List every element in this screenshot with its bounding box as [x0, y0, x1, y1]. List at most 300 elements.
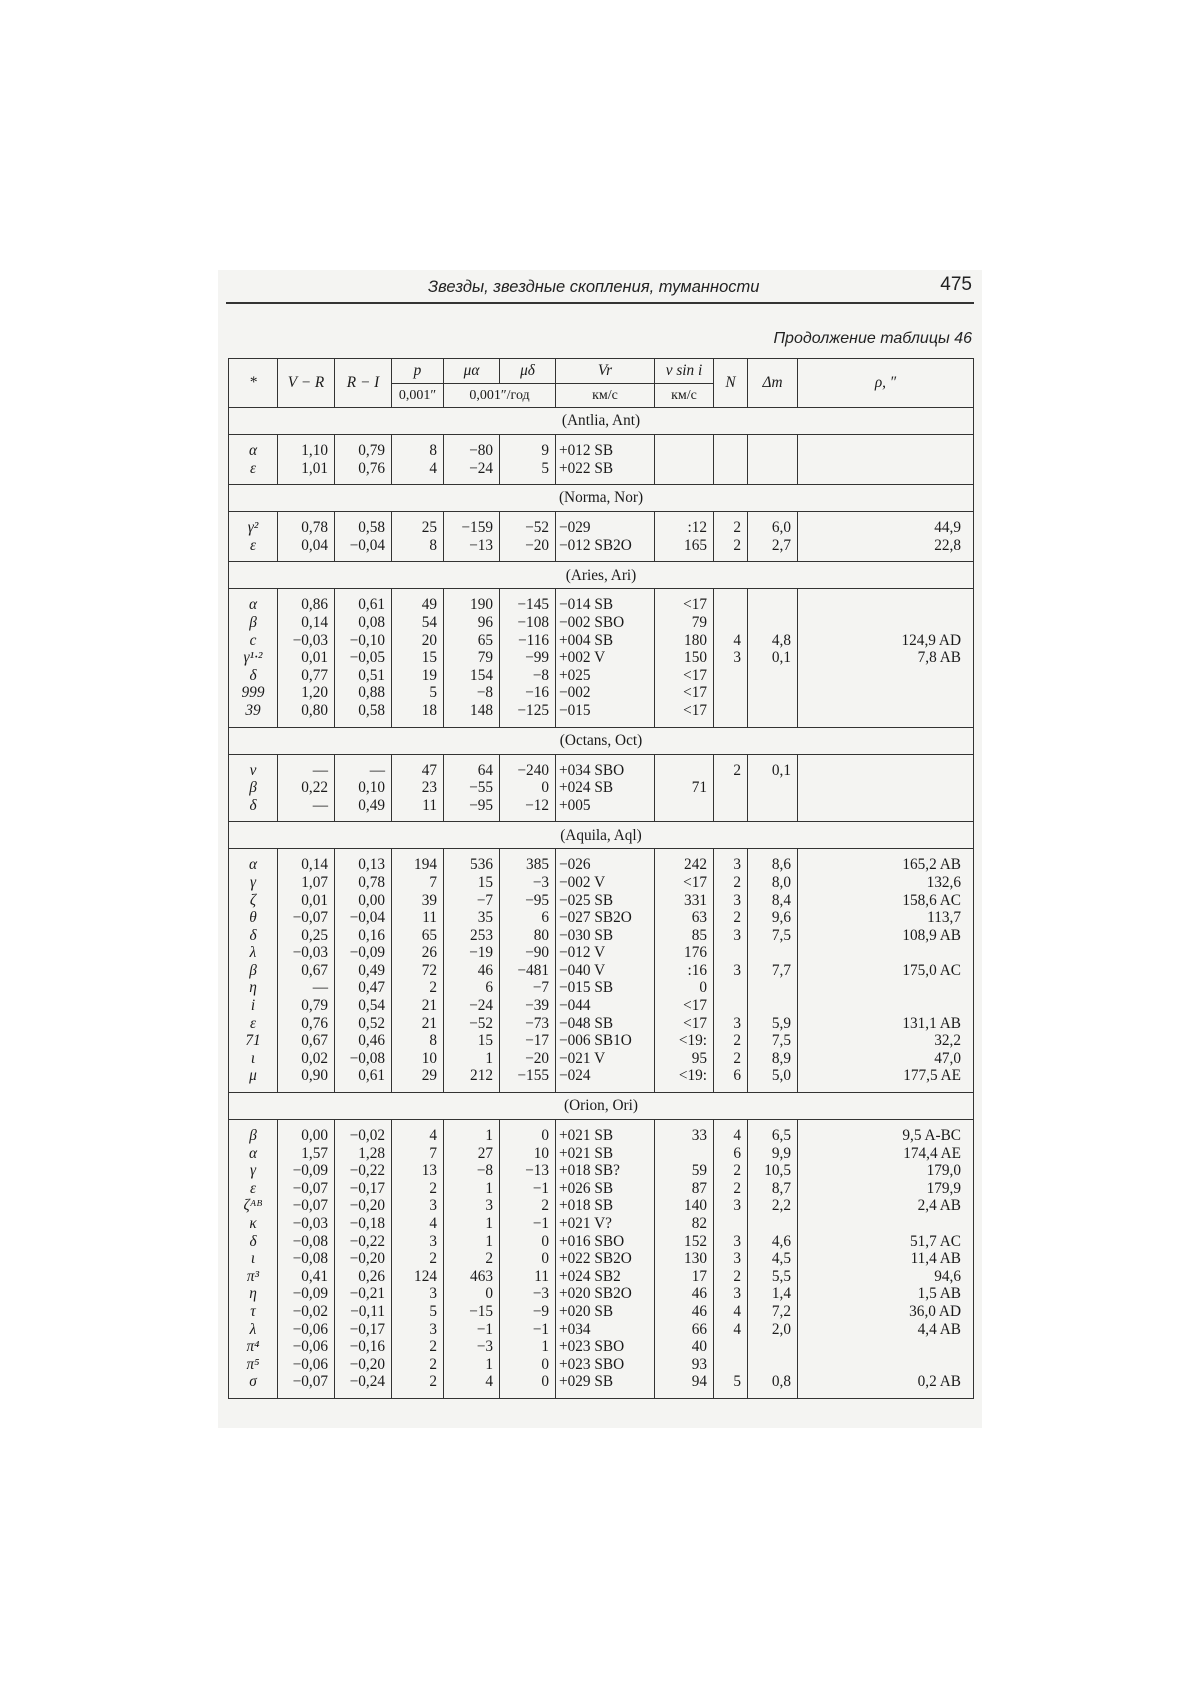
- mu-delta-value: −20: [500, 537, 556, 555]
- table-row: [229, 1032, 974, 1050]
- r-i-value: −0,11: [335, 1303, 392, 1321]
- radial-velocity-value: +018 SB?: [556, 1162, 655, 1180]
- col-header-delta-m: Δm: [748, 359, 798, 408]
- delta-m-value: [748, 797, 798, 815]
- r-i-value: 0,49: [335, 797, 392, 815]
- mu-delta-value: −240: [500, 762, 556, 780]
- n-value: 3: [714, 1250, 748, 1268]
- v-r-value: 0,02: [278, 1050, 335, 1068]
- rho-value: 179,9: [798, 1180, 974, 1198]
- constellation-name: (Octans, Oct): [229, 727, 974, 754]
- delta-m-value: [748, 779, 798, 797]
- delta-m-value: 2,2: [748, 1197, 798, 1215]
- n-value: 6: [714, 1145, 748, 1163]
- col-header-mu-delta: μδ: [500, 359, 556, 384]
- v-r-value: −0,03: [278, 944, 335, 962]
- delta-m-value: [748, 702, 798, 720]
- radial-velocity-value: +005: [556, 797, 655, 815]
- r-i-value: 0,46: [335, 1032, 392, 1050]
- v-r-value: 0,14: [278, 856, 335, 874]
- delta-m-value: 7,2: [748, 1303, 798, 1321]
- v-r-value: −0,06: [278, 1356, 335, 1374]
- radial-velocity-value: +021 V?: [556, 1215, 655, 1233]
- n-value: [714, 684, 748, 702]
- delta-m-value: 8,9: [748, 1050, 798, 1068]
- star-designation: ε: [229, 1015, 278, 1033]
- vsini-value: 85: [655, 927, 714, 945]
- radial-velocity-value: +026 SB: [556, 1180, 655, 1198]
- vsini-value: [655, 1145, 714, 1163]
- n-value: [714, 702, 748, 720]
- parallax-value: 21: [392, 1015, 444, 1033]
- parallax-value: 23: [392, 779, 444, 797]
- v-r-value: 0,01: [278, 892, 335, 910]
- row-spacer: [229, 1120, 974, 1128]
- row-spacer: [229, 512, 974, 520]
- star-designation: γ²: [229, 519, 278, 537]
- r-i-value: 0,52: [335, 1015, 392, 1033]
- table-row: [229, 1197, 974, 1215]
- parallax-value: 124: [392, 1268, 444, 1286]
- star-designation: β: [229, 614, 278, 632]
- r-i-value: 0,88: [335, 684, 392, 702]
- r-i-value: 1,28: [335, 1145, 392, 1163]
- rho-value: [798, 797, 974, 815]
- parallax-value: 39: [392, 892, 444, 910]
- mu-alpha-value: −52: [444, 1015, 500, 1033]
- r-i-value: 0,61: [335, 1067, 392, 1085]
- v-r-value: 1,20: [278, 684, 335, 702]
- radial-velocity-value: +023 SBO: [556, 1356, 655, 1374]
- radial-velocity-value: −048 SB: [556, 1015, 655, 1033]
- r-i-value: −0,18: [335, 1215, 392, 1233]
- delta-m-value: [748, 596, 798, 614]
- mu-alpha-value: 1: [444, 1356, 500, 1374]
- mu-alpha-value: −19: [444, 944, 500, 962]
- rho-value: 32,2: [798, 1032, 974, 1050]
- constellation-name: (Aquila, Aql): [229, 822, 974, 849]
- r-i-value: 0,51: [335, 667, 392, 685]
- mu-delta-value: 11: [500, 1268, 556, 1286]
- radial-velocity-value: +023 SBO: [556, 1338, 655, 1356]
- vsini-value: <17: [655, 997, 714, 1015]
- table-row: [229, 1321, 974, 1339]
- constellation-name: (Antlia, Ant): [229, 408, 974, 435]
- mu-alpha-value: 1: [444, 1050, 500, 1068]
- star-designation: π³: [229, 1268, 278, 1286]
- table-row: [229, 874, 974, 892]
- radial-velocity-value: −002 SBO: [556, 614, 655, 632]
- row-spacer: [229, 435, 974, 443]
- r-i-value: 0,08: [335, 614, 392, 632]
- col-header-vsini: v sin i: [655, 359, 714, 384]
- parallax-value: 19: [392, 667, 444, 685]
- rho-value: 174,4 AE: [798, 1145, 974, 1163]
- star-designation: α: [229, 1145, 278, 1163]
- mu-alpha-value: 0: [444, 1285, 500, 1303]
- vsini-value: [655, 762, 714, 780]
- n-value: [714, 944, 748, 962]
- n-value: 4: [714, 1321, 748, 1339]
- v-r-value: 0,90: [278, 1067, 335, 1085]
- delta-m-value: 2,7: [748, 537, 798, 555]
- rho-value: [798, 684, 974, 702]
- delta-m-value: [748, 460, 798, 478]
- vsini-value: :16: [655, 962, 714, 980]
- mu-alpha-value: −13: [444, 537, 500, 555]
- table-row: [229, 702, 974, 720]
- radial-velocity-value: +020 SB2O: [556, 1285, 655, 1303]
- radial-velocity-value: −029: [556, 519, 655, 537]
- delta-m-value: [748, 684, 798, 702]
- v-r-value: −0,03: [278, 1215, 335, 1233]
- delta-m-value: [748, 1356, 798, 1374]
- table-row: [229, 1250, 974, 1268]
- mu-alpha-value: 536: [444, 856, 500, 874]
- v-r-value: −0,07: [278, 909, 335, 927]
- rho-value: 108,9 AB: [798, 927, 974, 945]
- r-i-value: 0,79: [335, 442, 392, 460]
- rho-value: 51,7 AC: [798, 1233, 974, 1251]
- mu-delta-value: −7: [500, 979, 556, 997]
- mu-alpha-value: 15: [444, 1032, 500, 1050]
- mu-delta-value: −95: [500, 892, 556, 910]
- v-r-value: −0,02: [278, 1303, 335, 1321]
- r-i-value: −0,20: [335, 1356, 392, 1374]
- row-spacer: [229, 1085, 974, 1093]
- table-row: [229, 1015, 974, 1033]
- delta-m-value: 5,0: [748, 1067, 798, 1085]
- radial-velocity-value: −030 SB: [556, 927, 655, 945]
- mu-alpha-value: −55: [444, 779, 500, 797]
- mu-alpha-value: 148: [444, 702, 500, 720]
- rho-value: [798, 997, 974, 1015]
- r-i-value: −0,02: [335, 1127, 392, 1145]
- parallax-value: 2: [392, 979, 444, 997]
- vsini-value: [655, 797, 714, 815]
- r-i-value: −0,08: [335, 1050, 392, 1068]
- vsini-value: 79: [655, 614, 714, 632]
- radial-velocity-value: −002: [556, 684, 655, 702]
- constellation-group-row: [229, 408, 974, 435]
- star-designation: c: [229, 632, 278, 650]
- vsini-value: 130: [655, 1250, 714, 1268]
- mu-alpha-value: 1: [444, 1180, 500, 1198]
- v-r-value: −0,06: [278, 1321, 335, 1339]
- r-i-value: 0,61: [335, 596, 392, 614]
- table-row: [229, 596, 974, 614]
- vsini-value: 40: [655, 1338, 714, 1356]
- vsini-value: 180: [655, 632, 714, 650]
- rho-value: 2,4 AB: [798, 1197, 974, 1215]
- radial-velocity-value: −015: [556, 702, 655, 720]
- mu-delta-value: 385: [500, 856, 556, 874]
- rho-value: [798, 979, 974, 997]
- delta-m-value: 5,9: [748, 1015, 798, 1033]
- r-i-value: −0,20: [335, 1197, 392, 1215]
- n-value: 5: [714, 1373, 748, 1391]
- delta-m-value: 0,8: [748, 1373, 798, 1391]
- radial-velocity-value: +024 SB2: [556, 1268, 655, 1286]
- v-r-value: 0,25: [278, 927, 335, 945]
- radial-velocity-value: −021 V: [556, 1050, 655, 1068]
- r-i-value: −0,16: [335, 1338, 392, 1356]
- rho-value: [798, 460, 974, 478]
- table-row: [229, 979, 974, 997]
- mu-alpha-value: 1: [444, 1215, 500, 1233]
- parallax-value: 26: [392, 944, 444, 962]
- row-spacer: [229, 814, 974, 822]
- n-value: 4: [714, 1127, 748, 1145]
- delta-m-value: 9,9: [748, 1145, 798, 1163]
- r-i-value: −0,17: [335, 1321, 392, 1339]
- vsini-value: <17: [655, 667, 714, 685]
- star-designation: 39: [229, 702, 278, 720]
- n-value: 3: [714, 927, 748, 945]
- rho-value: 9,5 A-BC: [798, 1127, 974, 1145]
- mu-alpha-value: −15: [444, 1303, 500, 1321]
- radial-velocity-value: +029 SB: [556, 1373, 655, 1391]
- n-value: 3: [714, 1285, 748, 1303]
- rho-value: [798, 762, 974, 780]
- n-value: 2: [714, 1268, 748, 1286]
- rho-value: 44,9: [798, 519, 974, 537]
- mu-alpha-value: 79: [444, 649, 500, 667]
- row-spacer: [229, 720, 974, 728]
- radial-velocity-value: −040 V: [556, 962, 655, 980]
- col-header-parallax: p: [392, 359, 444, 384]
- star-data-table: [228, 358, 974, 1399]
- n-value: [714, 1338, 748, 1356]
- mu-delta-value: −12: [500, 797, 556, 815]
- n-value: 6: [714, 1067, 748, 1085]
- delta-m-value: [748, 979, 798, 997]
- radial-velocity-value: −025 SB: [556, 892, 655, 910]
- r-i-value: −0,09: [335, 944, 392, 962]
- mu-delta-value: −39: [500, 997, 556, 1015]
- r-i-value: −0,20: [335, 1250, 392, 1268]
- v-r-value: 0,14: [278, 614, 335, 632]
- table-row: [229, 762, 974, 780]
- mu-alpha-value: 154: [444, 667, 500, 685]
- table-row: [229, 1145, 974, 1163]
- mu-delta-value: −481: [500, 962, 556, 980]
- n-value: 2: [714, 762, 748, 780]
- vsini-value: 17: [655, 1268, 714, 1286]
- delta-m-value: 7,5: [748, 927, 798, 945]
- delta-m-value: 1,4: [748, 1285, 798, 1303]
- mu-alpha-value: −80: [444, 442, 500, 460]
- rho-value: [798, 614, 974, 632]
- delta-m-value: 9,6: [748, 909, 798, 927]
- radial-velocity-value: +022 SB2O: [556, 1250, 655, 1268]
- v-r-value: 1,07: [278, 874, 335, 892]
- mu-delta-value: −116: [500, 632, 556, 650]
- radial-velocity-value: +034 SBO: [556, 762, 655, 780]
- delta-m-value: 8,7: [748, 1180, 798, 1198]
- n-value: [714, 997, 748, 1015]
- mu-delta-value: −3: [500, 874, 556, 892]
- r-i-value: 0,58: [335, 702, 392, 720]
- mu-alpha-value: 190: [444, 596, 500, 614]
- delta-m-value: [748, 944, 798, 962]
- delta-m-value: [748, 614, 798, 632]
- table-row: [229, 909, 974, 927]
- table-row: [229, 1050, 974, 1068]
- parallax-value: 11: [392, 797, 444, 815]
- star-designation: δ: [229, 1233, 278, 1251]
- v-r-value: 0,86: [278, 596, 335, 614]
- star-designation: λ: [229, 1321, 278, 1339]
- delta-m-value: [748, 442, 798, 460]
- col-header-star: *: [229, 359, 278, 408]
- parallax-value: 5: [392, 1303, 444, 1321]
- delta-m-value: 4,8: [748, 632, 798, 650]
- r-i-value: −0,04: [335, 909, 392, 927]
- r-i-value: 0,13: [335, 856, 392, 874]
- col-header-radial-velocity: Vr: [556, 359, 655, 384]
- r-i-value: 0,10: [335, 779, 392, 797]
- table-row: [229, 779, 974, 797]
- parallax-value: 13: [392, 1162, 444, 1180]
- table-row: [229, 1067, 974, 1085]
- star-designation: μ: [229, 1067, 278, 1085]
- vsini-value: 150: [655, 649, 714, 667]
- mu-alpha-value: −8: [444, 1162, 500, 1180]
- star-designation: ζ: [229, 892, 278, 910]
- table-body: [229, 408, 974, 1399]
- parallax-value: 3: [392, 1321, 444, 1339]
- r-i-value: 0,58: [335, 519, 392, 537]
- vsini-value: 63: [655, 909, 714, 927]
- star-designation: δ: [229, 667, 278, 685]
- star-designation: ζᴬᴮ: [229, 1197, 278, 1215]
- n-value: 2: [714, 874, 748, 892]
- constellation-group-row: [229, 727, 974, 754]
- rho-value: 1,5 AB: [798, 1285, 974, 1303]
- star-designation: ι: [229, 1050, 278, 1068]
- rho-value: 11,4 AB: [798, 1250, 974, 1268]
- delta-m-value: 4,6: [748, 1233, 798, 1251]
- col-header-v-r: V − R: [278, 359, 335, 408]
- v-r-value: −0,06: [278, 1338, 335, 1356]
- v-r-value: —: [278, 762, 335, 780]
- star-designation: γ: [229, 1162, 278, 1180]
- star-designation: β: [229, 779, 278, 797]
- radial-velocity-value: −044: [556, 997, 655, 1015]
- radial-velocity-value: +025: [556, 667, 655, 685]
- table-row: [229, 997, 974, 1015]
- mu-alpha-value: −24: [444, 997, 500, 1015]
- vsini-value: <17: [655, 874, 714, 892]
- mu-alpha-value: 27: [444, 1145, 500, 1163]
- r-i-value: 0,49: [335, 962, 392, 980]
- rho-value: [798, 442, 974, 460]
- mu-delta-value: −99: [500, 649, 556, 667]
- star-designation: ε: [229, 537, 278, 555]
- n-value: 3: [714, 962, 748, 980]
- vsini-value: 152: [655, 1233, 714, 1251]
- v-r-value: 1,57: [278, 1145, 335, 1163]
- delta-m-value: 10,5: [748, 1162, 798, 1180]
- mu-delta-value: −3: [500, 1285, 556, 1303]
- star-designation: ε: [229, 1180, 278, 1198]
- star-designation: β: [229, 1127, 278, 1145]
- mu-delta-value: 0: [500, 1233, 556, 1251]
- n-value: [714, 1356, 748, 1374]
- rho-value: 4,4 AB: [798, 1321, 974, 1339]
- parallax-value: 4: [392, 1215, 444, 1233]
- table-row: [229, 1356, 974, 1374]
- mu-alpha-value: 1: [444, 1233, 500, 1251]
- vsini-value: 94: [655, 1373, 714, 1391]
- table-continuation-caption: Продолжение таблицы 46: [773, 330, 972, 347]
- mu-alpha-value: 2: [444, 1250, 500, 1268]
- mu-delta-value: −155: [500, 1067, 556, 1085]
- parallax-value: 3: [392, 1285, 444, 1303]
- v-r-value: 0,77: [278, 667, 335, 685]
- delta-m-value: 4,5: [748, 1250, 798, 1268]
- v-r-value: 1,10: [278, 442, 335, 460]
- r-i-value: −0,22: [335, 1233, 392, 1251]
- mu-alpha-value: −1: [444, 1321, 500, 1339]
- rho-value: 177,5 AE: [798, 1067, 974, 1085]
- n-value: 2: [714, 1180, 748, 1198]
- table-row: [229, 667, 974, 685]
- mu-alpha-value: 212: [444, 1067, 500, 1085]
- mu-delta-value: −20: [500, 1050, 556, 1068]
- n-value: [714, 797, 748, 815]
- table-header: [229, 359, 974, 408]
- star-designation: α: [229, 442, 278, 460]
- table-row: [229, 856, 974, 874]
- mu-alpha-value: 463: [444, 1268, 500, 1286]
- v-r-value: −0,07: [278, 1180, 335, 1198]
- delta-m-value: 8,6: [748, 856, 798, 874]
- mu-delta-value: 0: [500, 1127, 556, 1145]
- v-r-value: 0,01: [278, 649, 335, 667]
- table-row: [229, 797, 974, 815]
- star-designation: η: [229, 979, 278, 997]
- row-spacer: [229, 754, 974, 762]
- vsini-value: [655, 460, 714, 478]
- constellation-group-row: [229, 562, 974, 589]
- mu-delta-value: 2: [500, 1197, 556, 1215]
- star-designation: κ: [229, 1215, 278, 1233]
- table-row: [229, 632, 974, 650]
- star-designation: π⁵: [229, 1356, 278, 1374]
- mu-alpha-value: 4: [444, 1373, 500, 1391]
- v-r-value: 0,67: [278, 1032, 335, 1050]
- table-row: [229, 944, 974, 962]
- vsini-value: 242: [655, 856, 714, 874]
- vsini-value: <19:: [655, 1032, 714, 1050]
- mu-alpha-value: 1: [444, 1127, 500, 1145]
- vsini-value: <19:: [655, 1067, 714, 1085]
- rho-value: 165,2 AB: [798, 856, 974, 874]
- constellation-group-row: [229, 822, 974, 849]
- col-header-rho: ρ, ″: [798, 359, 974, 408]
- rho-value: [798, 1215, 974, 1233]
- mu-alpha-value: 35: [444, 909, 500, 927]
- mu-delta-value: −145: [500, 596, 556, 614]
- parallax-value: 2: [392, 1338, 444, 1356]
- table-row: [229, 1285, 974, 1303]
- parallax-value: 3: [392, 1197, 444, 1215]
- star-designation: i: [229, 997, 278, 1015]
- star-designation: π⁴: [229, 1338, 278, 1356]
- vsini-value: 46: [655, 1303, 714, 1321]
